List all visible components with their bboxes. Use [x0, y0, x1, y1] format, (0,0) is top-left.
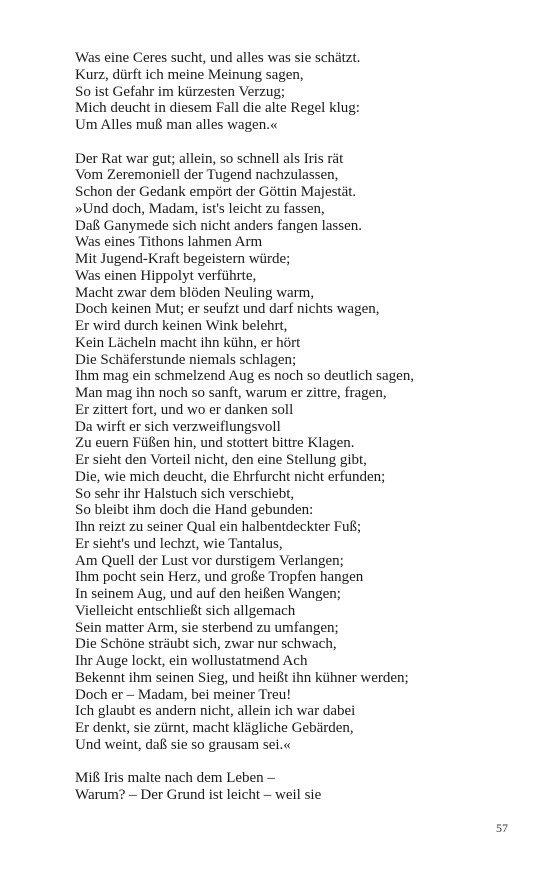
- verse-line: Macht zwar dem blöden Neuling warm,: [75, 284, 315, 301]
- verse-line: Zu euern Füßen hin, und stottert bittre Klagen.: [75, 435, 355, 452]
- page-number: 57: [496, 821, 508, 835]
- verse-line: In seinem Aug, und auf den heißen Wangen;: [75, 586, 341, 602]
- stanza: [75, 50, 515, 134]
- stanza: [75, 770, 515, 804]
- verse-line: Doch er – Madam, bei meiner Treu!: [75, 686, 292, 703]
- verse-line: So sehr ihr Halstuch sich verschiebt,: [75, 485, 295, 502]
- verse-line: Ihr Auge lockt, ein wollustatmend Ach: [75, 653, 308, 669]
- stanza: [75, 151, 515, 754]
- verse-line: Daß Ganymede sich nicht anders fangen lassen.: [75, 217, 362, 234]
- verse-line: Die, wie mich deucht, die Ehrfurcht nicht erfunden;: [75, 468, 386, 485]
- verse-line: Was eine Ceres sucht, und alles was sie schätzt.: [75, 50, 361, 66]
- verse-line: Er sieht's und lechzt, wie Tantalus,: [75, 535, 283, 552]
- verse-line: So ist Gefahr im kürzesten Verzug;: [75, 83, 286, 100]
- verse-line: Er wird durch keinen Wink belehrt,: [75, 318, 288, 334]
- verse-line: Er denkt, sie zürnt, macht klägliche Gebärden,: [75, 720, 354, 736]
- verse-line: Man mag ihn noch so sanft, warum er zittre, fragen,: [75, 385, 387, 401]
- verse-line: Bekennt ihm seinen Sieg, und heißt ihn kühner werden;: [75, 669, 409, 686]
- verse-line: Er zittert fort, und wo er danken soll: [75, 401, 294, 418]
- verse-line: So bleibt ihm doch die Hand gebunden:: [75, 502, 314, 519]
- verse-line: Ihm pocht sein Herz, und große Tropfen hangen: [75, 569, 364, 586]
- verse-line: Und weint, daß sie so grausam sei.«: [75, 736, 291, 753]
- poem-text: [75, 50, 515, 821]
- verse-line: Schon der Gedank empört der Göttin Majestät.: [75, 184, 357, 200]
- verse-line: Die Schöne sträubt sich, zwar nur schwach,: [75, 636, 337, 653]
- verse-line: Kein Lächeln macht ihn kühn, er hört: [75, 334, 301, 351]
- verse-line: »Und doch, Madam, ist's leicht zu fassen,: [75, 200, 325, 217]
- verse-line: Er sieht den Vorteil nicht, den eine Stellung gibt,: [75, 452, 367, 468]
- verse-line: Am Quell der Lust vor durstigem Verlangen;: [75, 552, 344, 569]
- verse-line: Die Schäferstunde niemals schlagen;: [75, 351, 297, 368]
- verse-line: Miß Iris malte nach dem Leben –: [75, 770, 275, 787]
- verse-line: Warum? – Der Grund ist leicht – weil sie: [75, 787, 322, 803]
- verse-line: Vom Zeremoniell der Tugend nachzulassen,: [75, 167, 339, 184]
- verse-line: Mich deucht in diesem Fall die alte Regel klug:: [75, 100, 360, 117]
- verse-line: Was eines Tithons lahmen Arm: [75, 234, 263, 251]
- verse-line: Da wirft er sich verzweiflungsvoll: [75, 418, 281, 435]
- verse-line: Sein matter Arm, sie sterbend zu umfangen;: [75, 619, 339, 636]
- verse-line: Vielleicht entschließt sich allgemach: [75, 602, 296, 619]
- verse-line: Ihn reizt zu seiner Qual ein halbentdeckter Fuß;: [75, 519, 362, 535]
- verse-line: Um Alles muß man alles wagen.«: [75, 117, 278, 133]
- verse-line: Ihm mag ein schmelzend Aug es noch so deutlich sagen,: [75, 368, 415, 385]
- verse-line: Der Rat war gut; allein, so schnell als Iris rät: [75, 150, 344, 167]
- verse-line: Was einen Hippolyt verführte,: [75, 267, 257, 284]
- verse-line: Mit Jugend-Kraft begeistern würde;: [75, 251, 291, 267]
- verse-line: Kurz, dürft ich meine Meinung sagen,: [75, 66, 304, 83]
- verse-line: Doch keinen Mut; er seufzt und darf nichts wagen,: [75, 301, 380, 318]
- verse-line: Ich glaubt es andern nicht, allein ich war dabei: [75, 703, 356, 720]
